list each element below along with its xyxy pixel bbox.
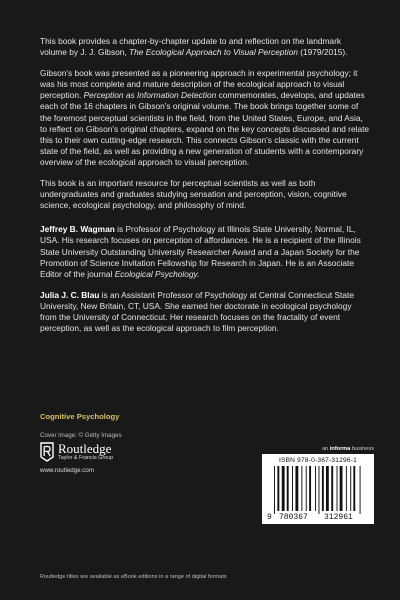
- blurb-text: This book provides a chapter-by-chapter update to and reflection on the landmark volume by J. J. Gibson,: [40, 36, 342, 58]
- cover-credit: Cover image: © Getty Images: [40, 432, 122, 439]
- blurb-text: Gibson's book was presented as a pioneering approach in experimental psychology; it was his most complete and mature description of the ecological approach to visual perception.: [40, 68, 358, 101]
- blurb-paragraph-3: This book is an important resource for perceptual scientists as well as both undergraduates and graduates studying sensation and perception, vision, cognitive science, ecological psychology, and philosophy of mind.: [40, 178, 347, 211]
- journal-name: Ecological Psychology.: [114, 268, 200, 279]
- editor-name: Jeffrey B. Wagman: [40, 224, 115, 235]
- publisher-logo: [40, 442, 150, 478]
- barcode-panel: [262, 454, 374, 524]
- barcode-icon: [262, 466, 374, 514]
- blurb-text: (1979/2015).: [297, 47, 348, 58]
- informa-brand: informa: [329, 446, 351, 452]
- editor-bio-1: [40, 224, 370, 279]
- back-cover-text: [40, 36, 370, 344]
- book-title-reference: The Ecological Approach to Visual Perception: [129, 47, 298, 58]
- editor-name: Julia J. C. Blau: [40, 289, 100, 300]
- editor-bio-2: [40, 290, 370, 334]
- blurb-paragraph-2: [40, 68, 370, 168]
- informa-suffix: business: [350, 446, 374, 452]
- barcode-digit-lead: 9: [267, 513, 272, 522]
- isbn-number: ISBN 978-0-367-31296-1: [278, 457, 358, 464]
- barcode-digits: [262, 513, 374, 523]
- blurb-text: commemorates, develops, and updates each of the 16 chapters in Gibson's original volume. The book brings together some of the foremost perceptual scientists in the field, from the United States, Europe, and Asia, to reflect on Gibson's original chapters, expand on the key concepts discussed and relate this to their own cutting-edge research. This connects Gibson's classic with the current state of the field, as well as providing a new generation of students with a contemporary overview of the ecological approach to visual perception.: [40, 90, 370, 167]
- editor-bio-text: is an Assistant Professor of Psychology at Central Connecticut State University, New Britain, CT, USA. She earned her doctorate in ecological psychology from the University of Connecticut. Her research focuses on the fractality of event perception, as well as the ecological approach to film perception.: [40, 289, 354, 334]
- editor-bio-text: is Professor of Psychology at Illinois State University, Normal, IL, USA. His research focuses on perception of affordances. He is a recipient of the Illinois State University Outstanding University Researcher Award and a Japan Society for the Promotion of Science Invitation Fellowship for Research in Japan. He is an Associate Editor of the journal: [40, 224, 361, 279]
- informa-prefix: an: [322, 446, 330, 452]
- publisher-url: www.routledge.com: [40, 467, 94, 474]
- subject-category: Cognitive Psychology: [40, 412, 120, 421]
- book-title-reference: Perception as Information Detection: [83, 90, 217, 101]
- blurb-paragraph-1: [40, 36, 370, 58]
- publisher-name: Routledge: [58, 441, 112, 456]
- informa-tagline: [274, 446, 374, 452]
- barcode-digits-right: 312961: [324, 513, 353, 522]
- barcode-digits-left: 780367: [279, 513, 308, 522]
- ebook-note: Routledge titles are available as eBook editions in a range of digital formats: [40, 574, 227, 580]
- publisher-group: Taylor & Francis Group: [58, 455, 114, 461]
- routledge-logo-icon: [40, 442, 54, 462]
